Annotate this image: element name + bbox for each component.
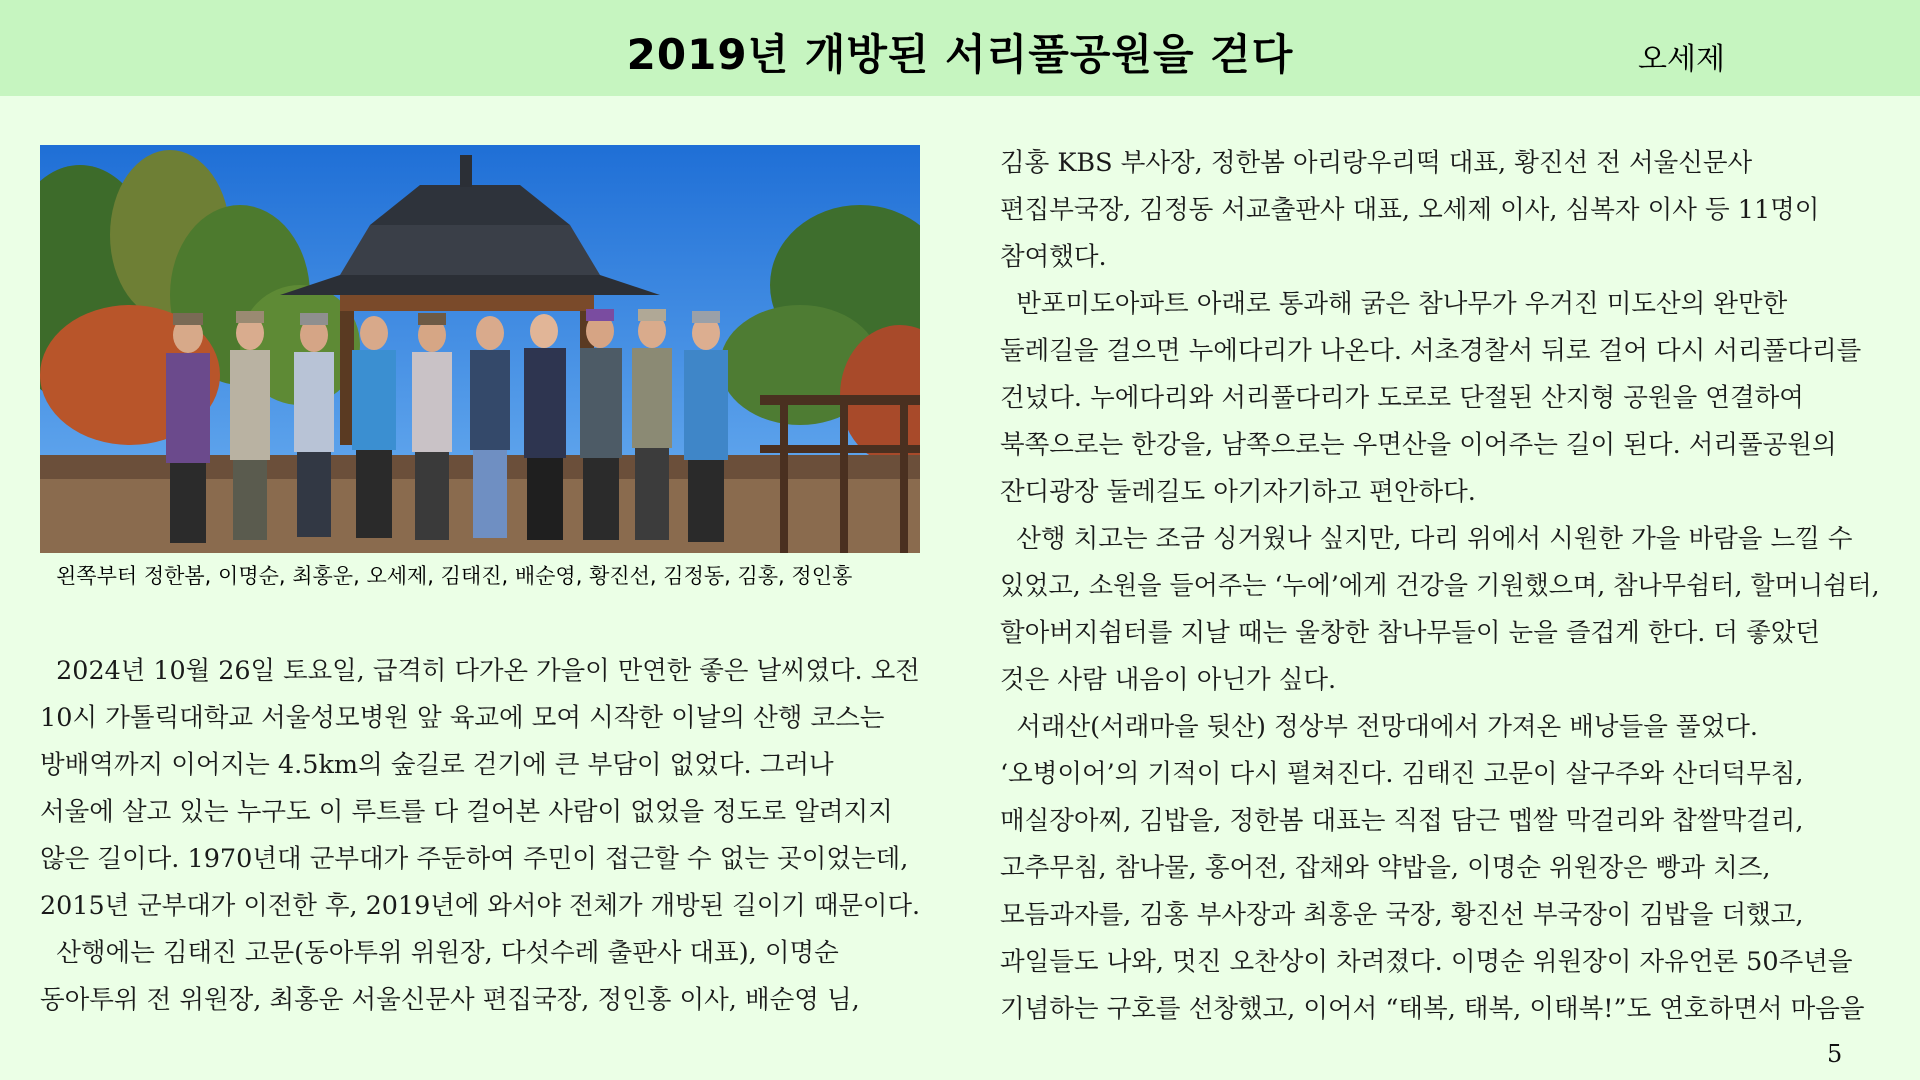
paragraph-line: 북쪽으로는 한강을, 남쪽으로는 우면산을 이어주는 길이 된다. 서리풀공원의 xyxy=(1000,430,1837,460)
paragraph-line: 2024년 10월 26일 토요일, 급격히 다가온 가을이 만연한 좋은 날씨였다. 오전 xyxy=(40,656,920,686)
paragraph-line: 산행 치고는 조금 싱거웠나 싶지만, 다리 위에서 시원한 가을 바람을 느낄 수 xyxy=(1000,524,1853,554)
paragraph-line: 기념하는 구호를 선창했고, 이어서 “태복, 태복, 이태복!”도 연호하면서 마음을 xyxy=(1000,994,1865,1024)
author-name: 오세제 xyxy=(1638,42,1725,77)
paragraph-line: 10시 가톨릭대학교 서울성모병원 앞 육교에 모여 시작한 이날의 산행 코스는 xyxy=(40,703,885,733)
header-bar xyxy=(0,0,1920,96)
paragraph-line: 둘레길을 걸으면 누에다리가 나온다. 서초경찰서 뒤로 걸어 다시 서리풀다리를 xyxy=(1000,336,1862,366)
paragraph-line: 것은 사람 내음이 아닌가 싶다. xyxy=(1000,665,1337,695)
paragraph-line: ‘오병이어’의 기적이 다시 펼쳐진다. 김태진 고문이 살구주와 산더덕무침, xyxy=(1000,759,1804,789)
paragraph-line: 편집부국장, 김정동 서교출판사 대표, 오세제 이사, 심복자 이사 등 11명이 xyxy=(1000,195,1820,225)
page-number: 5 xyxy=(1827,1040,1843,1068)
paragraph-line: 모듬과자를, 김홍 부사장과 최홍운 국장, 황진선 부국장이 김밥을 더했고, xyxy=(1000,900,1804,930)
paragraph-line: 할아버지쉼터를 지날 때는 울창한 참나무들이 눈을 즐겁게 한다. 더 좋았던 xyxy=(1000,618,1821,648)
paragraph-line: 건넜다. 누에다리와 서리풀다리가 도로로 단절된 산지형 공원을 연결하여 xyxy=(1000,383,1804,413)
photo-caption: 왼쪽부터 정한봄, 이명순, 최홍운, 오세제, 김태진, 배순영, 황진선, 김정동, 김홍, 정인홍 xyxy=(56,564,853,588)
paragraph-line: 서래산(서래마을 뒷산) 정상부 전망대에서 가져온 배낭들을 풀었다. xyxy=(1000,712,1758,742)
paragraph-line: 김홍 KBS 부사장, 정한봄 아리랑우리떡 대표, 황진선 전 서울신문사 xyxy=(1000,148,1753,178)
group-photo xyxy=(40,145,920,553)
paragraph-line: 고추무침, 참나물, 홍어전, 잡채와 약밥을, 이명순 위원장은 빵과 치즈, xyxy=(1000,853,1771,883)
paragraph-line: 있었고, 소원을 들어주는 ‘누에’에게 건강을 기원했으며, 참나무쉼터, 할머니쉼터, xyxy=(1000,571,1880,601)
paragraph-line: 참여했다. xyxy=(1000,242,1107,272)
paragraph-line: 과일들도 나와, 멋진 오찬상이 차려졌다. 이명순 위원장이 자유언론 50주년을 xyxy=(1000,947,1853,977)
paragraph-line: 매실장아찌, 김밥을, 정한봄 대표는 직접 담근 멥쌀 막걸리와 찹쌀막걸리, xyxy=(1000,806,1804,836)
paragraph-line: 않은 길이다. 1970년대 군부대가 주둔하여 주민이 접근할 수 없는 곳이었는데, xyxy=(40,844,909,874)
page-title: 2019년 개방된 서리풀공원을 걷다 xyxy=(626,30,1294,79)
paragraph-line: 서울에 살고 있는 누구도 이 루트를 다 걸어본 사람이 없었을 정도로 알려지지 xyxy=(40,797,893,827)
paragraph-line: 2015년 군부대가 이전한 후, 2019년에 와서야 전체가 개방된 길이기 때문이다. xyxy=(40,891,921,921)
paragraph-line: 방배역까지 이어지는 4.5km의 숲길로 걷기에 큰 부담이 없었다. 그러나 xyxy=(40,750,834,780)
paragraph-line: 반포미도아파트 아래로 통과해 굵은 참나무가 우거진 미도산의 완만한 xyxy=(1000,289,1788,319)
paragraph-line: 산행에는 김태진 고문(동아투위 위원장, 다섯수레 출판사 대표), 이명순 xyxy=(40,938,839,968)
paragraph-line: 잔디광장 둘레길도 아기자기하고 편안하다. xyxy=(1000,477,1476,507)
paragraph-line: 동아투위 전 위원장, 최홍운 서울신문사 편집국장, 정인홍 이사, 배순영 님, xyxy=(40,985,860,1015)
